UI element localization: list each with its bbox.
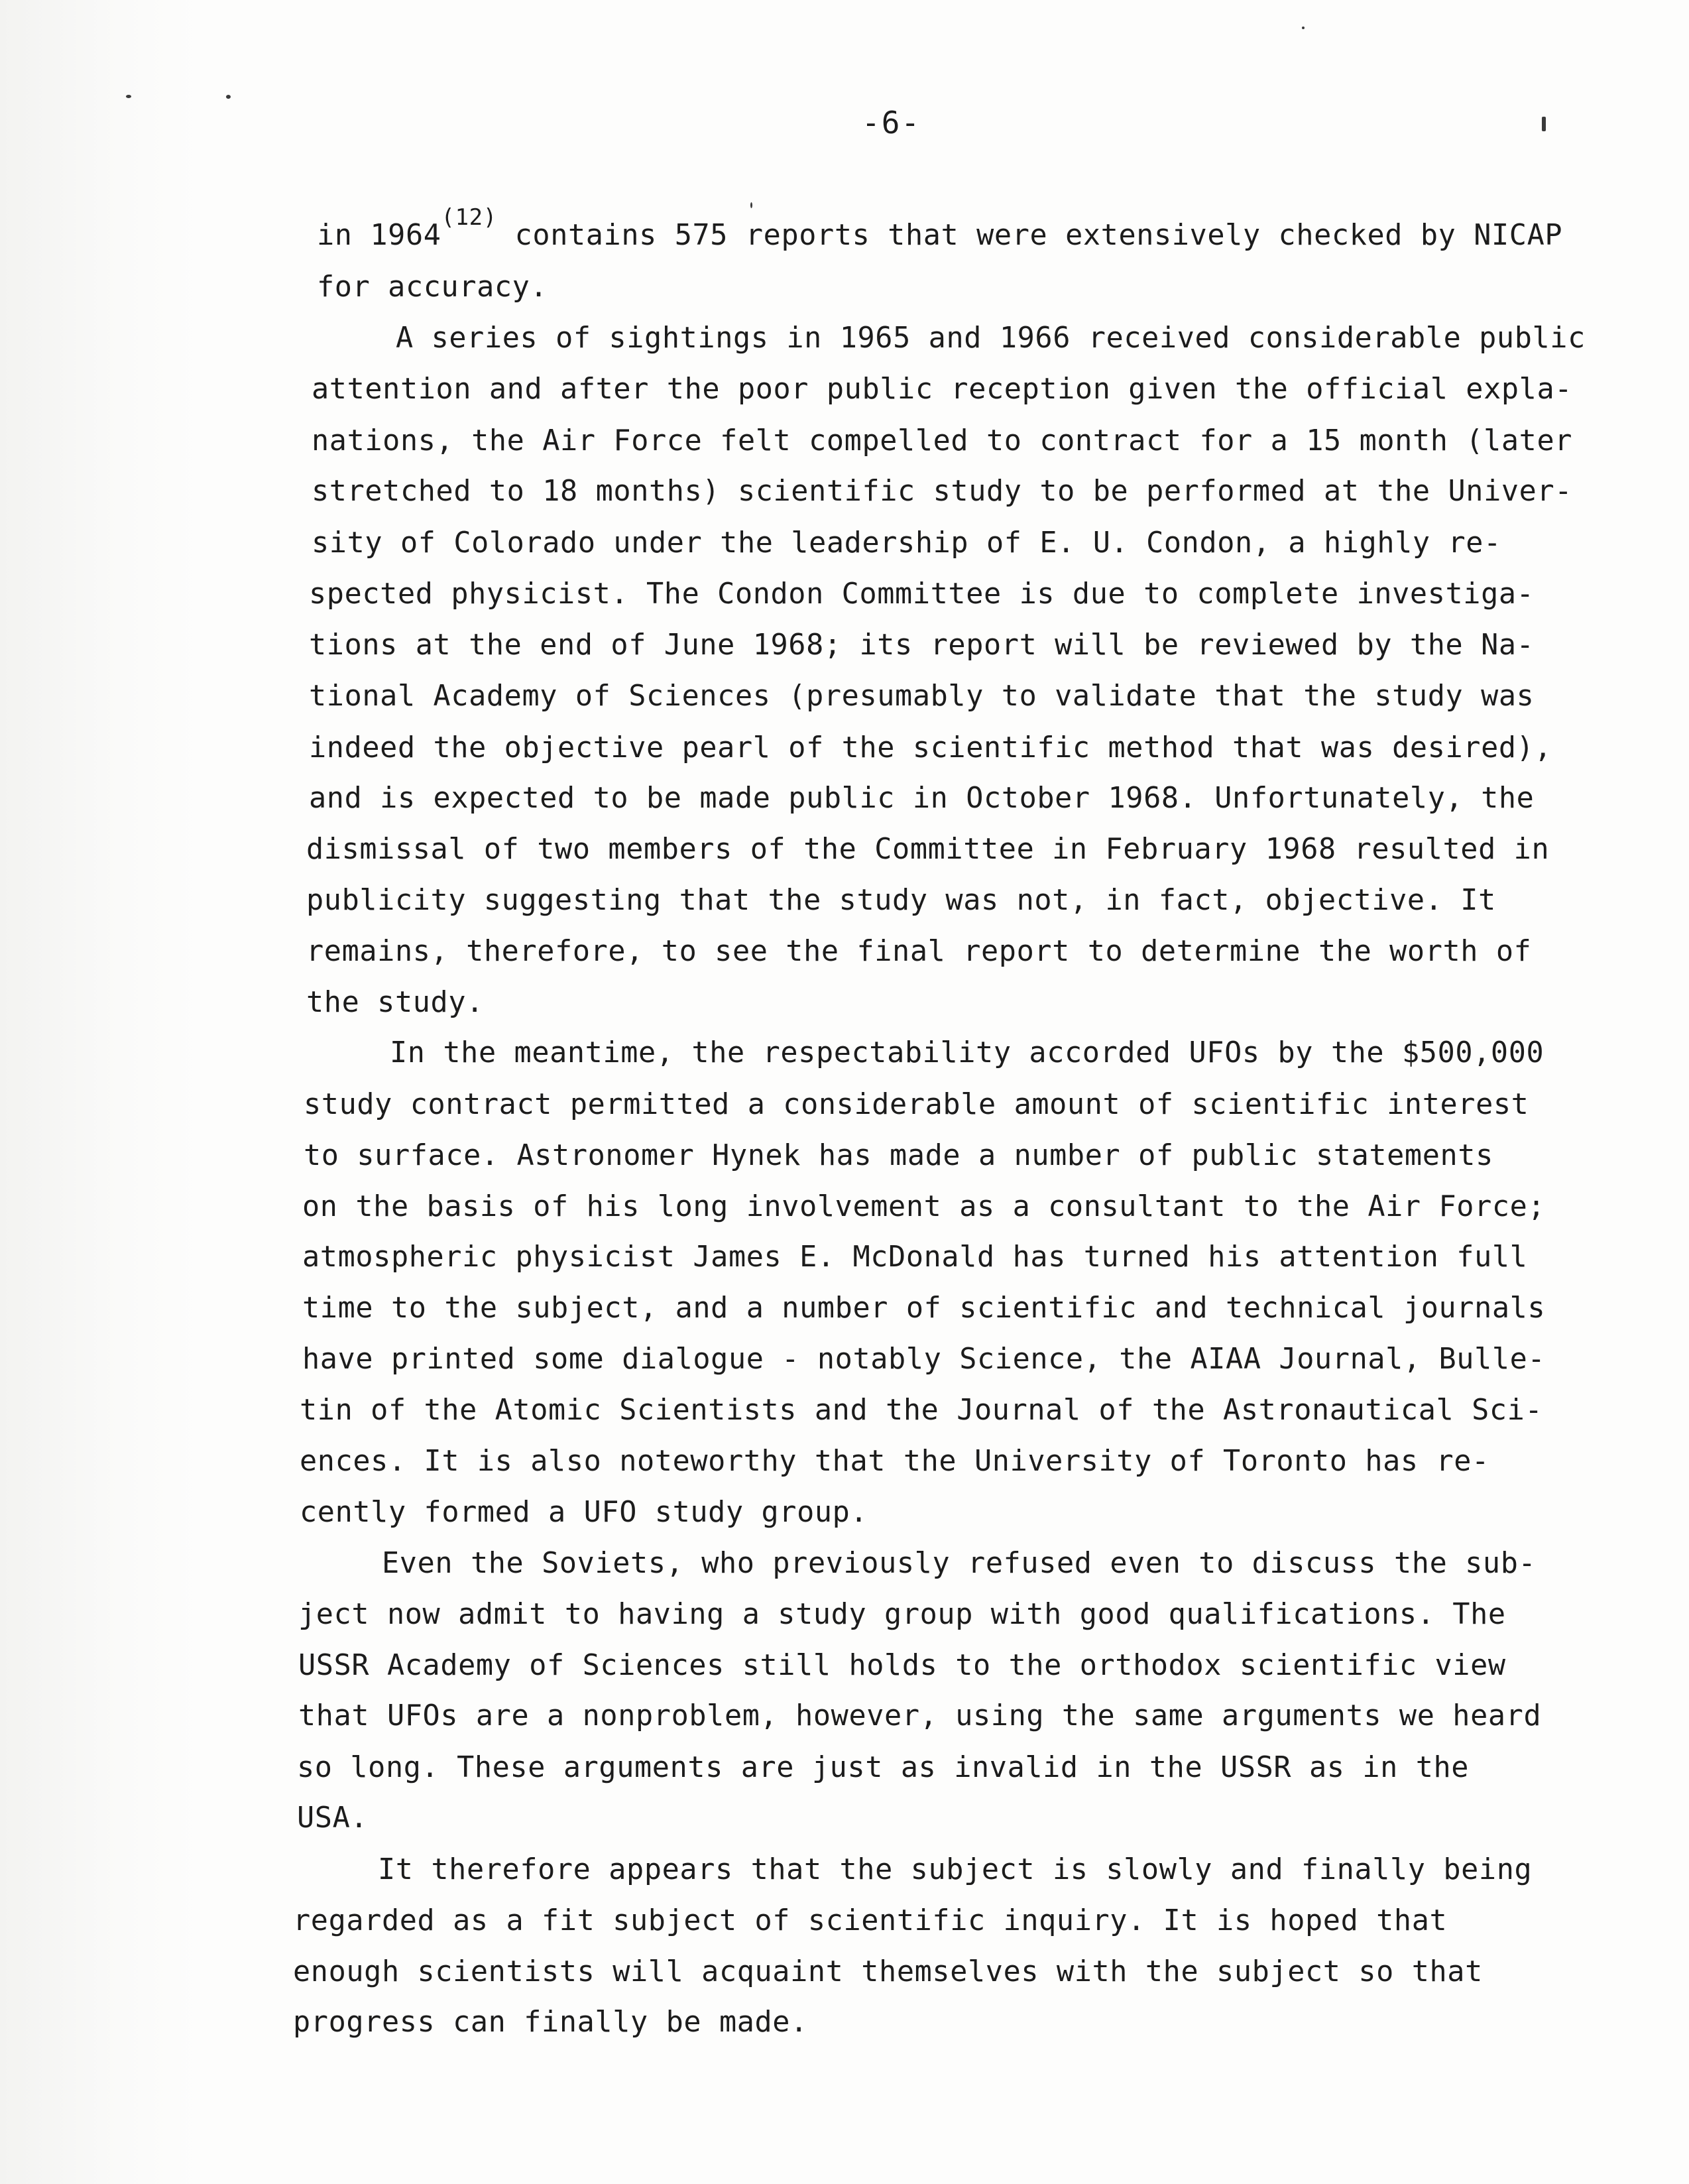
text-line bbox=[317, 204, 1563, 255]
text-line: time to the subject, and a number of scientific and technical journals bbox=[302, 1292, 1546, 1325]
text-line: to surface. Astronomer Hynek has made a number of public statements bbox=[304, 1139, 1493, 1172]
text-line: sity of Colorado under the leadership of E. U. Condon, a highly re- bbox=[312, 526, 1501, 560]
page-number: -6- bbox=[862, 105, 921, 141]
scan-edge-shadow bbox=[0, 0, 199, 2184]
text-line: enough scientists will acquaint themselves with the subject so that bbox=[293, 1955, 1483, 1988]
text-line: so long. These arguments are just as invalid in the USSR as in the bbox=[297, 1751, 1470, 1784]
text-line: ences. It is also noteworthy that the University of Toronto has re- bbox=[300, 1445, 1489, 1478]
text-line: A series of sightings in 1965 and 1966 received considerable public bbox=[396, 322, 1586, 355]
text-line: ject now admit to having a study group with good qualifications. The bbox=[298, 1598, 1506, 1631]
scan-speck bbox=[1542, 117, 1546, 131]
text-line: In the meantime, the respectability accorded UFOs by the $500,000 bbox=[390, 1036, 1544, 1069]
text-line: that UFOs are a nonproblem, however, using the same arguments we heard bbox=[298, 1699, 1542, 1732]
text-line: spected physicist. The Condon Committee is due to complete investiga- bbox=[309, 577, 1535, 611]
text-line: Even the Soviets, who previously refused even to discuss the sub- bbox=[382, 1547, 1537, 1580]
text-line: progress can finally be made. bbox=[293, 2006, 808, 2039]
footnote-reference: (12) bbox=[441, 204, 497, 231]
text-line: tions at the end of June 1968; its report will be reviewed by the Na- bbox=[309, 629, 1535, 662]
text-line: tin of the Atomic Scientists and the Journal of the Astronautical Sci- bbox=[300, 1394, 1543, 1427]
scan-speck bbox=[750, 202, 752, 208]
text-line: It therefore appears that the subject is slowly and finally being bbox=[378, 1853, 1533, 1886]
text-line: remains, therefore, to see the final report to determine the worth of bbox=[306, 935, 1532, 968]
text-line: attention and after the poor public reception given the official expla- bbox=[312, 373, 1573, 406]
text-line: on the basis of his long involvement as a consultant to the Air Force; bbox=[302, 1190, 1546, 1223]
text-line: have printed some dialogue - notably Science, the AIAA Journal, Bulle- bbox=[302, 1343, 1546, 1376]
text-line: tional Academy of Sciences (presumably to validate that the study was bbox=[309, 680, 1535, 713]
first-line-text: contains 575 reports that were extensively checked by NICAP bbox=[514, 219, 1563, 252]
text-line: nations, the Air Force felt compelled to contract for a 15 month (later bbox=[312, 424, 1573, 457]
text-line: USSR Academy of Sciences still holds to the orthodox scientific view bbox=[298, 1649, 1506, 1682]
text-line: atmospheric physicist James E. McDonald has turned his attention full bbox=[302, 1241, 1528, 1274]
text-line: cently formed a UFO study group. bbox=[300, 1496, 868, 1529]
scan-speck bbox=[126, 95, 131, 98]
text-line: publicity suggesting that the study was not, in fact, objective. It bbox=[306, 884, 1496, 917]
scan-speck bbox=[1302, 27, 1305, 29]
first-line-lead: in 1964 bbox=[317, 219, 441, 252]
text-line: and is expected to be made public in October 1968. Unfortunately, the bbox=[309, 782, 1535, 815]
text-line: the study. bbox=[306, 986, 484, 1019]
text-line: regarded as a fit subject of scientific inquiry. It is hoped that bbox=[293, 1904, 1448, 1937]
text-line: stretched to 18 months) scientific study to be performed at the Univer- bbox=[312, 475, 1573, 508]
text-line: USA. bbox=[297, 1801, 369, 1835]
text-line: study contract permitted a considerable amount of scientific interest bbox=[304, 1088, 1529, 1121]
scan-speck bbox=[226, 95, 231, 99]
text-line: for accuracy. bbox=[317, 271, 548, 304]
text-line: indeed the objective pearl of the scientific method that was desired), bbox=[309, 731, 1552, 764]
text-line: dismissal of two members of the Committee in February 1968 resulted in bbox=[306, 833, 1550, 866]
